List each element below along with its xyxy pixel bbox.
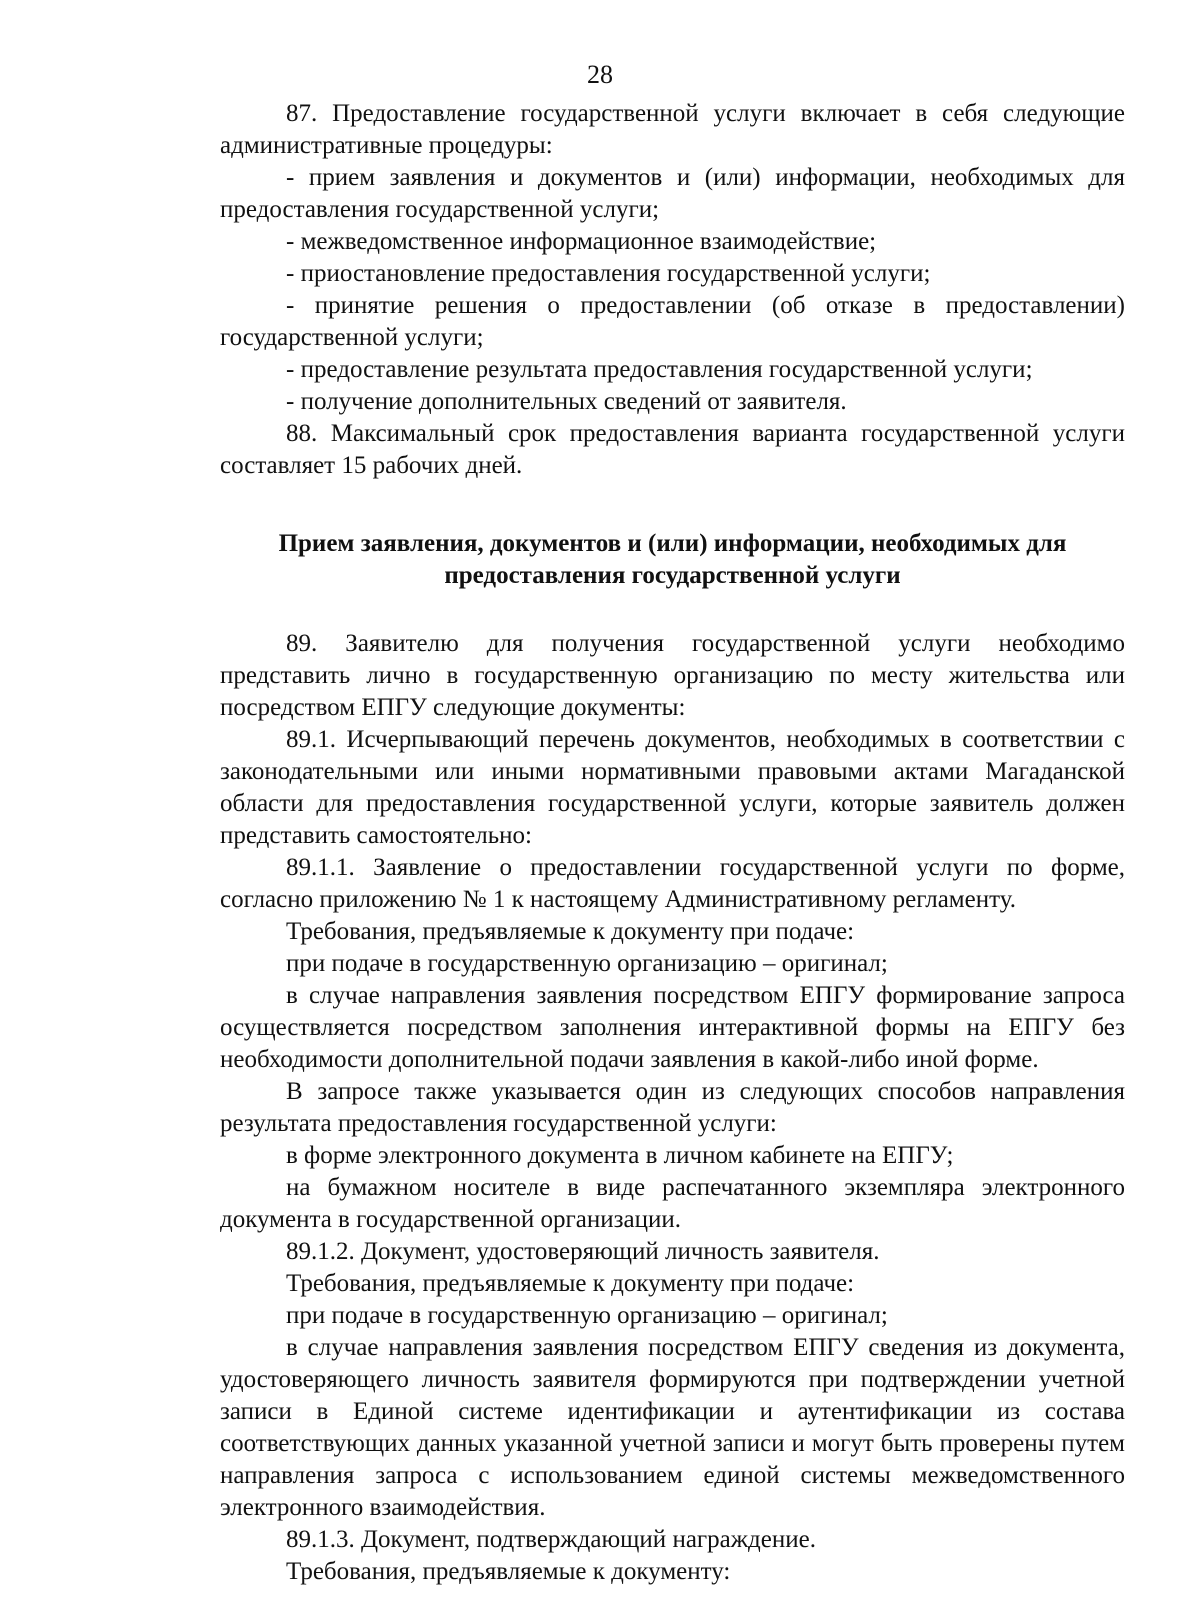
paragraph: 89.1.2. Документ, удостоверяющий личность заявителя. [286, 1238, 880, 1265]
paragraph: 89.1.1. Заявление о предоставлении государственной услуги по форме, согласно приложению № 1 к настоящему Административному регламенту. [220, 854, 1125, 913]
paragraph: Требования, предъявляемые к документу при подаче: [286, 918, 855, 945]
paragraph: Требования, предъявляемые к документу при подаче: [286, 1270, 855, 1297]
paragraph: при подаче в государственную организацию – оригинал; [286, 1302, 888, 1329]
paragraph: 87. Предоставление государственной услуги включает в себя следующие административные процедуры: [220, 100, 1125, 159]
paragraph: 89.1. Исчерпывающий перечень документов, необходимых в соответствии с законодательными или иными нормативными правовыми актами Магаданской области для предоставления государственной услуги, которые заявитель должен представить самостоятельно: [220, 726, 1125, 849]
section-heading-line: Прием заявления, документов и (или) информации, необходимых для [278, 530, 1067, 557]
list-item: - принятие решения о предоставлении (об отказе в предоставлении) государственной услуги; [220, 292, 1125, 351]
paragraph: в случае направления заявления посредством ЕПГУ сведения из документа, удостоверяющего личность заявителя формируются при подтверждении учетной записи в Единой системе идентификации и аутентификации из состава соответствующих данных указанной учетной записи и могут быть проверены путем направления запроса с использованием единой системы межведомственного электронного взаимодействия. [220, 1334, 1125, 1521]
paragraph: в форме электронного документа в личном кабинете на ЕПГУ; [286, 1142, 954, 1169]
paragraph: при подаче в государственную организацию – оригинал; [286, 950, 888, 977]
spacer [220, 592, 1125, 628]
document-body [220, 98, 1125, 1588]
section-heading [220, 528, 1125, 592]
paragraph: Требования, предъявляемые к документу: [286, 1558, 731, 1585]
section-heading-line: предоставления государственной услуги [444, 562, 901, 589]
list-item: - межведомственное информационное взаимодействие; [286, 228, 877, 255]
paragraph: 88. Максимальный срок предоставления варианта государственной услуги составляет 15 рабочих дней. [220, 420, 1125, 479]
paragraph: 89. Заявителю для получения государственной услуги необходимо представить лично в государственную организацию по месту жительства или посредством ЕПГУ следующие документы: [220, 630, 1125, 721]
paragraph: в случае направления заявления посредством ЕПГУ формирование запроса осуществляется посредством заполнения интерактивной формы на ЕПГУ без необходимости дополнительной подачи заявления в какой-либо иной форме. [220, 982, 1125, 1073]
list-item: - предоставление результата предоставления государственной услуги; [286, 356, 1033, 383]
list-item: - получение дополнительных сведений от заявителя. [286, 388, 847, 415]
list-item: - прием заявления и документов и (или) информации, необходимых для предоставления государственной услуги; [220, 164, 1125, 223]
page-number: 28 [587, 60, 613, 89]
paragraph: В запросе также указывается один из следующих способов направления результата предоставления государственной услуги: [220, 1078, 1125, 1137]
paragraph: на бумажном носителе в виде распечатанного экземпляра электронного документа в государственной организации. [220, 1174, 1125, 1233]
paragraph: 89.1.3. Документ, подтверждающий награждение. [286, 1526, 816, 1553]
list-item: - приостановление предоставления государственной услуги; [286, 260, 931, 287]
